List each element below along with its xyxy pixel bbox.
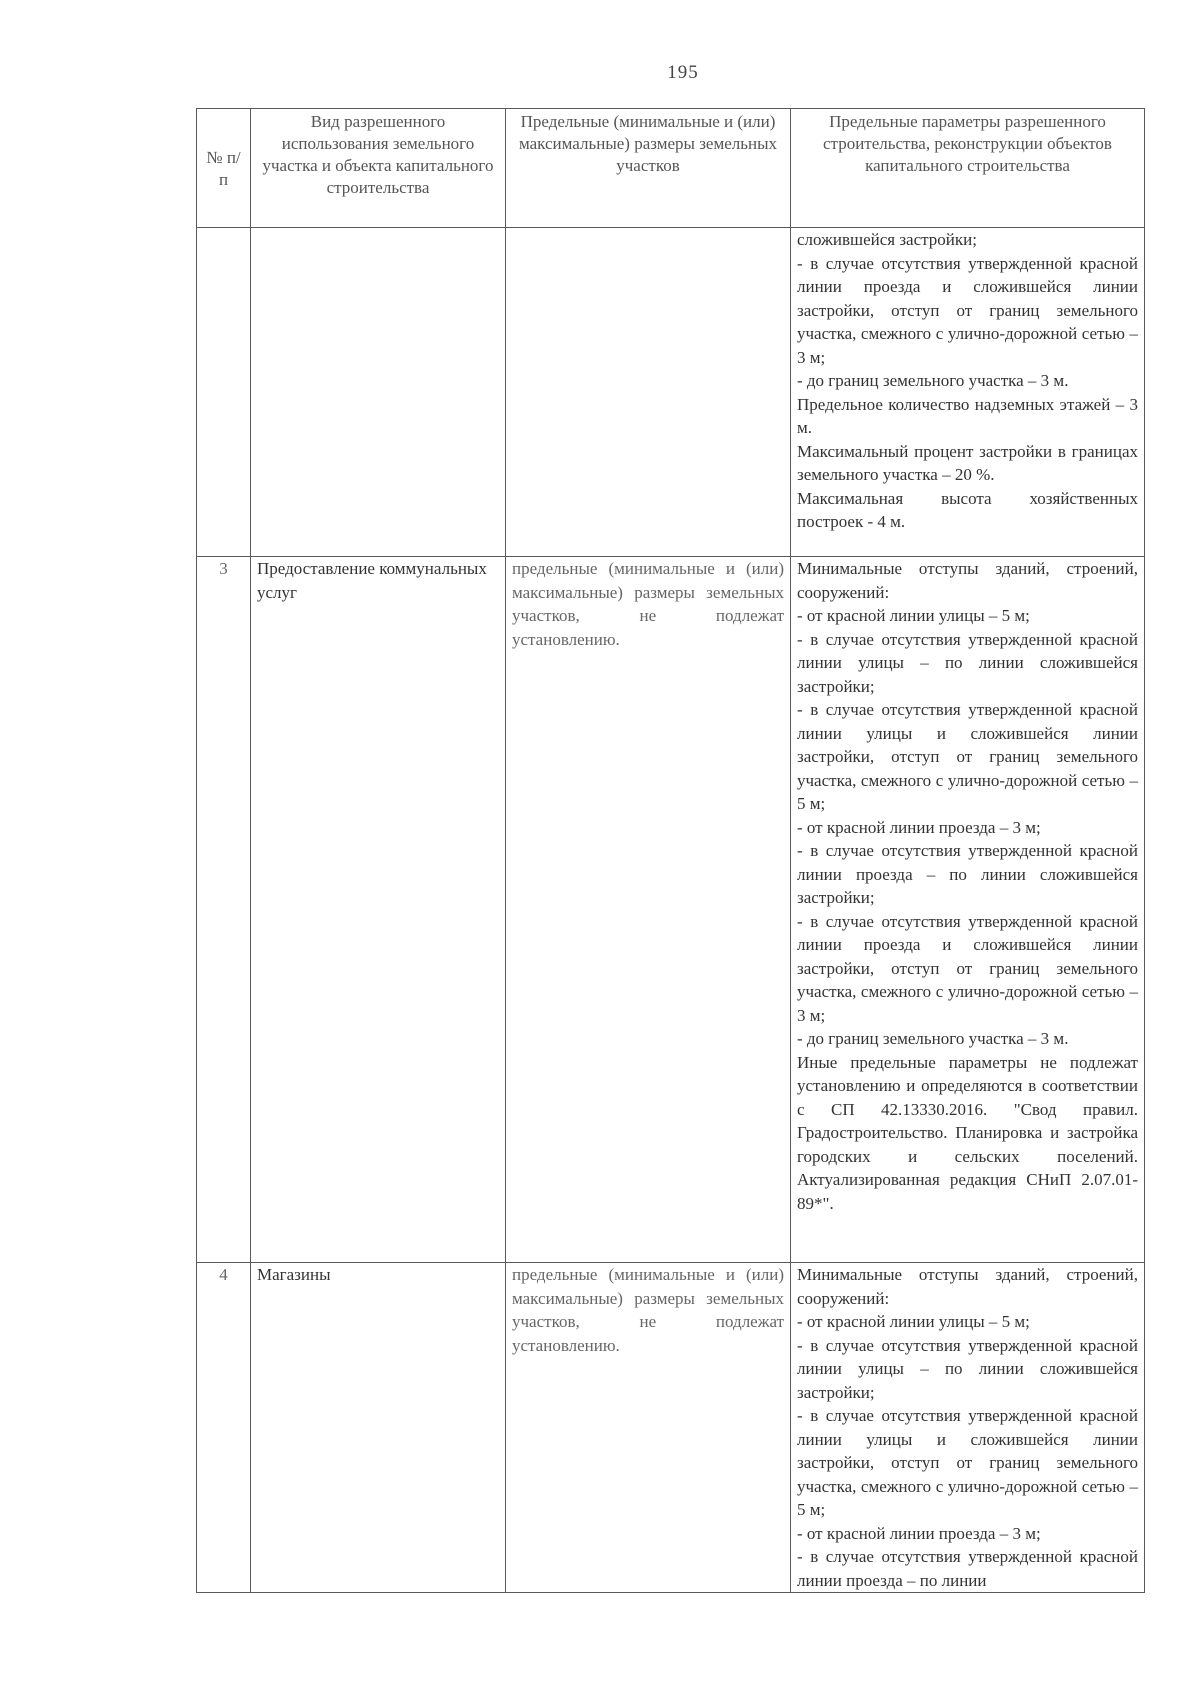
row-building-params xyxy=(791,557,1145,1263)
table-header-row xyxy=(197,109,1145,228)
table-row xyxy=(197,557,1145,1263)
param-line: - в случае отсутствия утвержденной красной линии улицы – по линии сложившейся застройки; xyxy=(797,1335,1138,1402)
param-line: - от красной линии проезда – 3 м; xyxy=(797,817,1041,837)
row-plot-size: предельные (минимальные и (или) максимальные) размеры земельных участков, не подлежат установлению. xyxy=(506,1263,791,1593)
row-plot-size xyxy=(506,228,791,557)
param-line: - до границ земельного участка – 3 м. xyxy=(797,371,1069,390)
row-number: 3 xyxy=(197,557,251,1263)
row-number xyxy=(197,228,251,557)
header-building-params: Предельные параметры разрешенного строительства, реконструкции объектов капитального строительства xyxy=(791,109,1145,228)
param-line: - до границ земельного участка – 3 м. xyxy=(797,1029,1069,1048)
param-line: Минимальные отступы зданий, строений, сооружений: xyxy=(797,559,1138,602)
row-plot-size: предельные (минимальные и (или) максимальные) размеры земельных участков, не подлежат установлению. xyxy=(506,557,791,1263)
param-line: Минимальные отступы зданий, строений, сооружений: xyxy=(797,1265,1138,1308)
table-row xyxy=(197,1263,1145,1593)
row-number: 4 xyxy=(197,1263,251,1593)
param-line: - в случае отсутствия утвержденной красной линии улицы – по линии сложившейся застройки; xyxy=(797,629,1138,696)
param-line: - от красной линии улицы – 5 м; xyxy=(797,606,1030,625)
row-use-type: Магазины xyxy=(251,1263,506,1593)
header-number: № п/п xyxy=(197,109,251,228)
zoning-parameters-table xyxy=(196,108,1145,1593)
param-line: Предельное количество надземных этажей – 3 м. xyxy=(797,394,1138,437)
param-line: - от красной линии улицы – 5 м; xyxy=(797,1312,1030,1331)
row-building-params xyxy=(791,1263,1145,1593)
param-line: - в случае отсутствия утвержденной красной линии проезда и сложившейся линии застройки, отступ от границ земельного участка, смежного с улично-дорожной сетью – 3 м; xyxy=(797,253,1138,367)
row-use-type: Предоставление коммунальных услуг xyxy=(251,557,506,1263)
param-line: - от красной линии проезда – 3 м; xyxy=(797,1523,1041,1543)
param-line: - в случае отсутствия утвержденной красной линии проезда – по линии сложившейся застройки; xyxy=(797,841,1138,907)
param-line: - в случае отсутствия утвержденной красной линии проезда и сложившейся линии застройки, отступ от границ земельного участка, смежного с улично-дорожной сетью – 3 м; xyxy=(797,911,1138,1025)
table-row xyxy=(197,228,1145,557)
header-use-type: Вид разрешенного использования земельного участка и объекта капитального строительства xyxy=(251,109,506,228)
row-building-params xyxy=(791,228,1145,557)
row-use-type xyxy=(251,228,506,557)
param-line: - в случае отсутствия утвержденной красной линии улицы и сложившейся линии застройки, отступ от границ земельного участка, смежного с улично-дорожной сетью – 5 м; xyxy=(797,700,1138,813)
param-line: Максимальная высота хозяйственных построек - 4 м. xyxy=(797,488,1138,531)
header-plot-size: Предельные (минимальные и (или) максимальные) размеры земельных участков xyxy=(506,109,791,228)
param-line: сложившейся застройки; xyxy=(797,230,977,249)
param-line: - в случае отсутствия утвержденной красной линии проезда – по линии xyxy=(797,1547,1138,1590)
param-line: - в случае отсутствия утвержденной красной линии улицы и сложившейся линии застройки, отступ от границ земельного участка, смежного с улично-дорожной сетью – 5 м; xyxy=(797,1406,1138,1519)
param-line: Иные предельные параметры не подлежат установлению и определяются в соответствии с СП 42.13330.2016. "Свод правил. Градостроительство. Планировка и застройка городских и сельских поселений. Актуализированная редакция СНиП 2.07.01-89*". xyxy=(797,1052,1138,1213)
param-line: Максимальный процент застройки в границах земельного участка – 20 %. xyxy=(797,441,1138,484)
page-number: 195 xyxy=(667,62,699,83)
